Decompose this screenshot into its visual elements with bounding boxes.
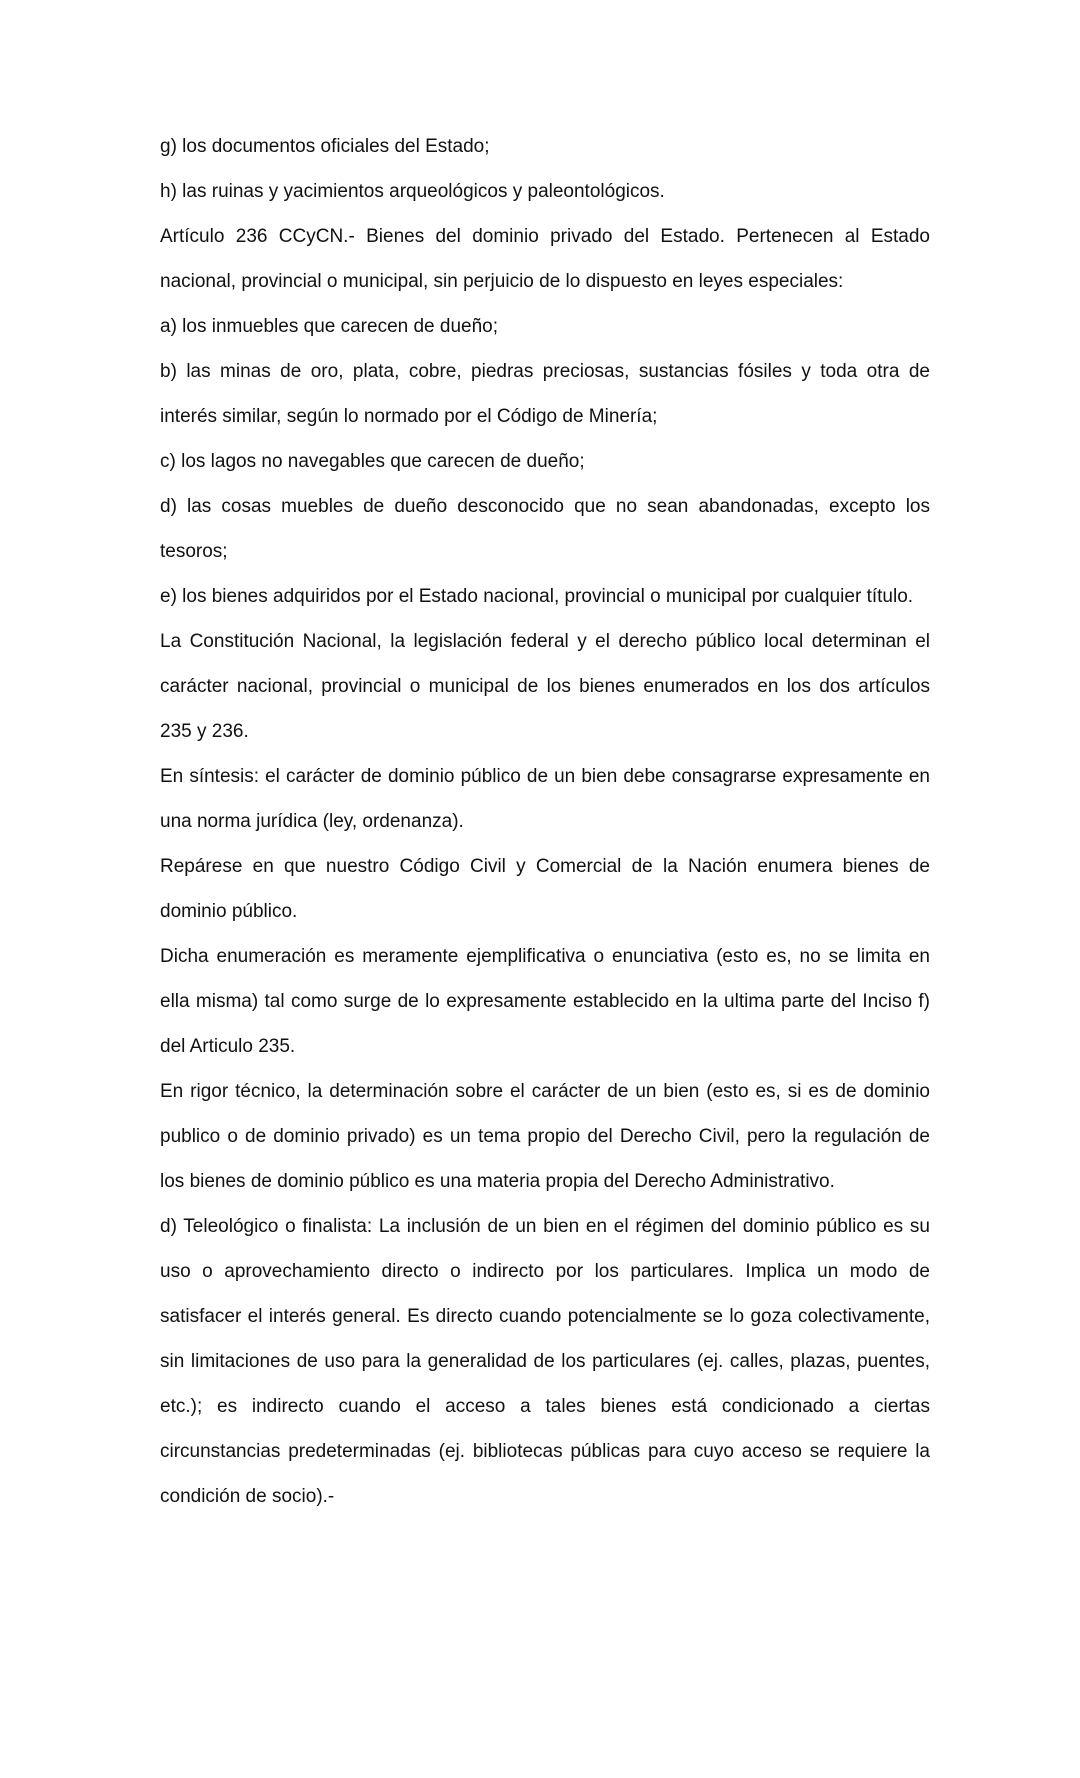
paragraph-item-e: e) los bienes adquiridos por el Estado nacional, provincial o municipal por cualquier título. bbox=[160, 586, 914, 607]
paragraph-article-236: Artículo 236 CCyCN.- Bienes del dominio privado del Estado. Pertenecen al Estado nacional, provincial o municipal, sin perjuicio de lo dispuesto en leyes especiales: bbox=[160, 226, 930, 292]
paragraph-constitution: La Constitución Nacional, la legislación federal y el derecho público local determinan el carácter nacional, provincial o municipal de los bienes enumerados en los dos artículos 235 y 236. bbox=[160, 631, 930, 742]
paragraph-item-g: g) los documentos oficiales del Estado; bbox=[160, 136, 490, 157]
paragraph-item-d: d) las cosas muebles de dueño desconocido que no sean abandonadas, excepto los tesoros; bbox=[160, 496, 930, 562]
paragraph-item-b: b) las minas de oro, plata, cobre, piedras preciosas, sustancias fósiles y toda otra de interés similar, según lo normado por el Código de Minería; bbox=[160, 361, 930, 427]
paragraph-synthesis: En síntesis: el carácter de dominio público de un bien debe consagrarse expresamente en una norma jurídica (ley, ordenanza). bbox=[160, 766, 930, 832]
paragraph-rigor-tecnico: En rigor técnico, la determinación sobre el carácter de un bien (esto es, si es de dominio publico o de dominio privado) es un tema propio del Derecho Civil, pero la regulación de los bienes de dominio público es una materia propia del Derecho Administrativo. bbox=[160, 1081, 930, 1192]
paragraph-teleologico: d) Teleológico o finalista: La inclusión de un bien en el régimen del dominio público es su uso o aprovechamiento directo o indirecto por los particulares. Implica un modo de satisfacer el interés general. Es directo cuando potencialmente se lo goza colectivamente, sin limitaciones de uso para la generalidad de los particulares (ej. calles, plazas, puentes, etc.); es indirecto cuando el acceso a tales bienes está condicionado a ciertas circunstancias predeterminadas (ej. bibliotecas públicas para cuyo acceso se requiere la condición de socio).- bbox=[160, 1216, 930, 1507]
paragraph-item-h: h) las ruinas y yacimientos arqueológicos y paleontológicos. bbox=[160, 181, 665, 202]
paragraph-item-a: a) los inmuebles que carecen de dueño; bbox=[160, 316, 499, 337]
document-body bbox=[160, 124, 930, 1519]
paragraph-enumeration: Dicha enumeración es meramente ejemplificativa o enunciativa (esto es, no se limita en ella misma) tal como surge de lo expresamente establecido en la ultima parte del Inciso f) del Articulo 235. bbox=[160, 946, 930, 1057]
paragraph-item-c: c) los lagos no navegables que carecen de dueño; bbox=[160, 451, 585, 472]
paragraph-reparese: Repárese en que nuestro Código Civil y Comercial de la Nación enumera bienes de dominio público. bbox=[160, 856, 930, 922]
